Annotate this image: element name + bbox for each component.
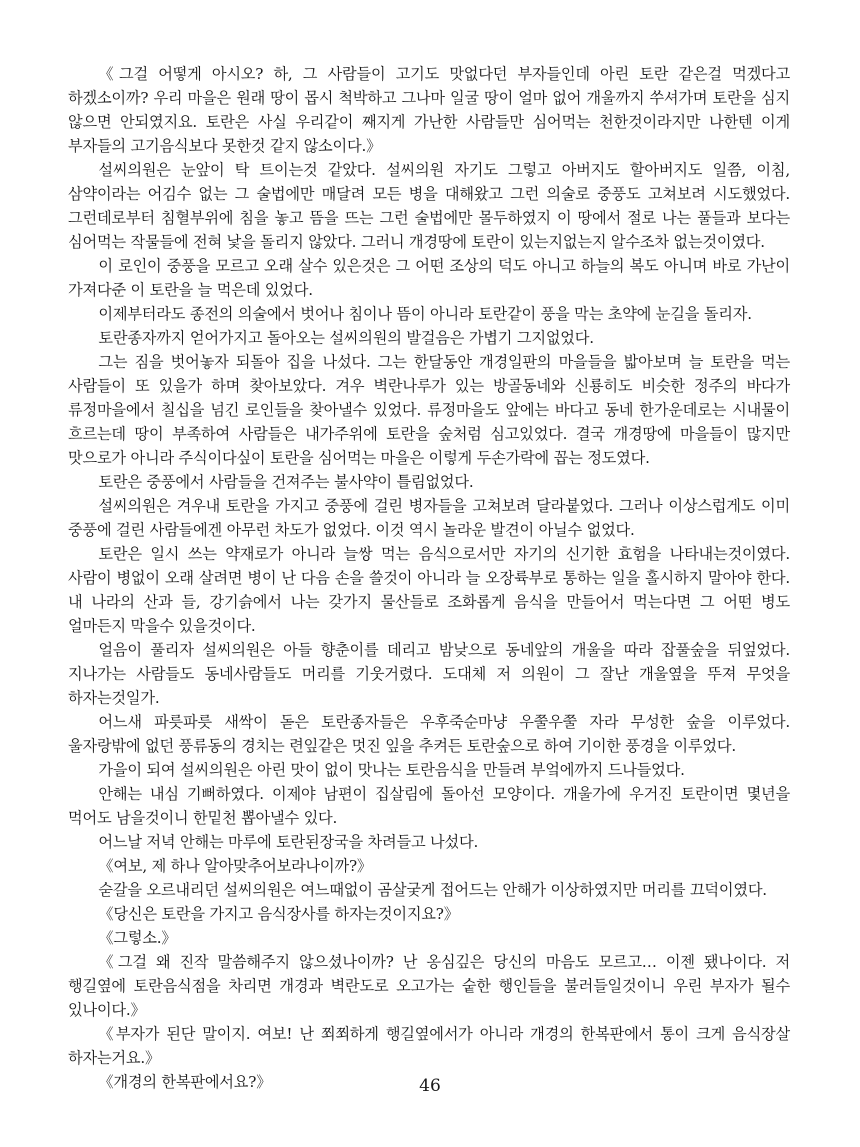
dialogue-line: 《부자가 된단 말이지. 여보! 난 쬐쬐하게 행길옆에서가 아니라 개경의 한복판에서 통이 크게 음식장살 하자는거요.》 — [68, 1025, 790, 1067]
dialogue-line: 《개경의 한복판에서요?》 — [98, 1073, 272, 1091]
paragraph: 어느날 저녁 안해는 마루에 토란된장국을 차려들고 나섰다. — [98, 833, 479, 851]
paragraph: 토란종자까지 얻어가지고 돌아오는 설씨의원의 발걸음은 가볍기 그지없었다. — [98, 329, 594, 347]
paragraph: 설씨의원은 눈앞이 탁 트이는것 같았다. 설씨의원 자기도 그렇고 아버지도 할아버지도 일쯤, 이침, 삼약이라는 어김수 없는 그 술법에만 매달려 모든 병을 대해왔고 그런 의술로 중풍도 고쳐보려 시도했었다. 그런데로부터 침혈부위에 침을 놓고 뜸을 뜨는 그런 술법에만 몰두하였지 이 땅에서 절로 나는 풀들과 보다는 심어먹는 작물들에 전혀 낯을 돌리지 않았다. 그러니 개경땅에 토란이 있는지없는지 알수조차 없는것이였다. — [68, 161, 790, 251]
paragraph: 가을이 되여 설씨의원은 아린 맛이 없이 맛나는 토란음식을 만들려 부엌에까지 드나들었다. — [98, 761, 685, 779]
page-number: 46 — [419, 1076, 441, 1096]
paragraph: 이 로인이 중풍을 모르고 오래 살수 있은것은 그 어떤 조상의 덕도 아니고 하늘의 복도 아니며 바로 가난이 가져다준 이 토란을 늘 먹은데 있었다. — [68, 257, 790, 299]
dialogue-line: 《그렇소.》 — [98, 929, 177, 947]
paragraph: 얼음이 풀리자 설씨의원은 아들 향춘이를 데리고 밤낮으로 동네앞의 개울을 따라 잡풀숲을 뒤엎었다. 지나가는 사람들도 동네사람들도 머리를 기웃거렸다. 도대체 저 의원이 그 잘난 개울옆을 뚜져 무엇을 하자는것일가. — [68, 641, 790, 707]
paragraph: 《그걸 어떻게 아시오? 하, 그 사람들이 고기도 맛없다던 부자들인데 아린 토란 같은걸 먹겠다고 하겠소이까? 우리 마을은 원래 땅이 몹시 척박하고 그나마 일굴 땅이 얼마 없어 개울까지 쑤셔가며 토란을 심지 않으면 안되였지요. 토란은 사실 우리같이 째지게 가난한 사람들만 심어먹는 천한것이라지만 나한텐 이게 부자들의 고기음식보다 못한것 같지 않소이다.》 — [68, 65, 790, 155]
paragraph: 그는 짐을 벗어놓자 되돌아 집을 나섰다. 그는 한달동안 개경일판의 마을들을 밟아보며 늘 토란을 먹는 사람들이 또 있을가 하며 찾아보았다. 겨우 벽란나루가 있는 방골동네와 신룡히도 비슷한 정주의 바다가 류정마을에서 칠십을 넘긴 로인들을 찾아낼수 있었다. 류정마을도 앞에는 바다고 동네 한가운데로는 시내물이 흐르는데 땅이 부족하여 사람들은 내가주위에 토란을 숲처럼 심고있었다. 결국 개경땅에 마을들이 많지만 맛으로가 아니라 주식이다싶이 토란을 심어먹는 마을은 이렇게 두손가락에 꼽는 정도였다. — [68, 353, 790, 467]
paragraph: 설씨의원은 겨우내 토란을 가지고 중풍에 걸린 병자들을 고쳐보려 달라붙었다. 그러나 이상스럽게도 이미 중풍에 걸린 사람들에겐 아무런 차도가 없었다. 이것 역시 놀라운 발견이 아닐수 없었다. — [68, 497, 790, 539]
paragraph: 토란은 일시 쓰는 약재로가 아니라 늘쌍 먹는 음식으로서만 자기의 신기한 효험을 나타내는것이였다. 사람이 병없이 오래 살려면 병이 난 다음 손을 쓸것이 아니라 늘 오장륙부로 통하는 일을 홀시하지 말아야 한다. 내 나라의 산과 들, 강기슭에서 나는 갖가지 물산들로 조화롭게 음식을 만들어서 먹는다면 그 어떤 병도 얼마든지 막을수 있을것이다. — [68, 545, 790, 635]
document-body — [68, 62, 790, 1094]
paragraph: 숟갈을 오르내리던 설씨의원은 여느때없이 곰살궂게 접어드는 안해가 이상하였지만 머리를 끄덕이였다. — [98, 881, 767, 899]
paragraph: 안해는 내심 기뻐하였다. 이제야 남편이 집살림에 돌아선 모양이다. 개울가에 우거진 토란이면 몇년을 먹어도 남을것이니 한밑천 뽑아낼수 있다. — [68, 785, 790, 827]
paragraph: 어느새 파릇파릇 새싹이 돋은 토란종자들은 우후죽순마냥 우쭐우쭐 자라 무성한 숲을 이루었다. 울자랑밖에 없던 풍류동의 경치는 련잎같은 멋진 잎을 추켜든 토란숲으로 하여 기이한 풍경을 이루었다. — [68, 713, 790, 755]
dialogue-line: 《그걸 왜 진작 말씀해주지 않으셨나이까? 난 옹심깊은 당신의 마음도 모르고… 이젠 됐나이다. 저 행길옆에 토란음식점을 차리면 개경과 벽란도로 오고가는 숱한 행인들을 불러들일것이니 우린 부자가 될수 있나이다.》 — [68, 953, 790, 1019]
dialogue-line: 《당신은 토란을 가지고 음식장사를 하자는것이지요?》 — [98, 905, 459, 923]
paragraph: 이제부터라도 종전의 의술에서 벗어나 침이나 뜸이 아니라 토란같이 풍을 막는 초약에 눈길을 돌리자. — [98, 305, 752, 323]
dialogue-line: 《여보, 제 하나 알아맞추어보라나이까?》 — [98, 857, 372, 875]
paragraph: 토란은 중풍에서 사람들을 건져주는 불사약이 틀림없었다. — [98, 473, 474, 491]
